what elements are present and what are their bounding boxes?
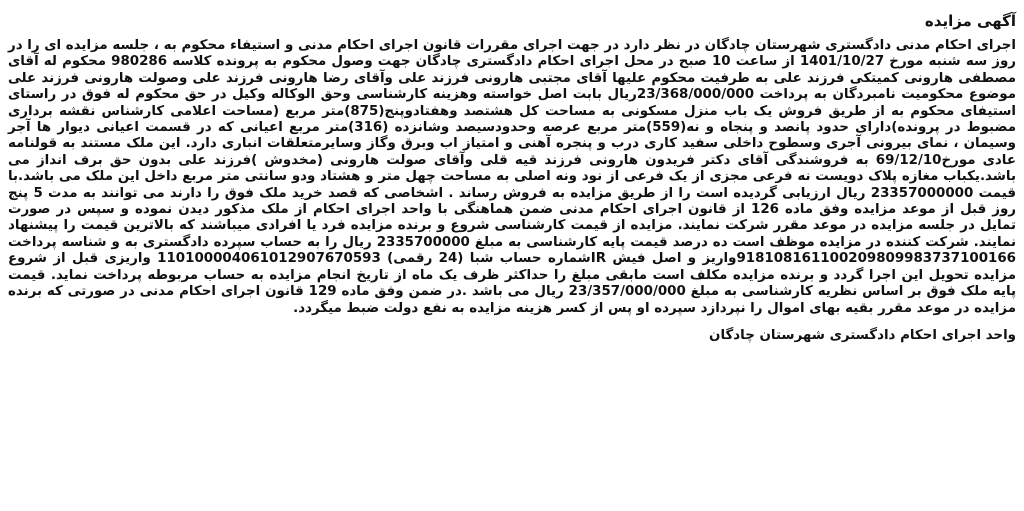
notice-title: آگهی مزایده: [924, 12, 1016, 30]
notice-signature: واحد اجرای احکام دادگستری شهرستان چادگان: [709, 327, 1016, 343]
notice-body: اجرای احکام مدنی دادگستری شهرستان چادگان در نظر دارد در جهت اجرای مقررات قانون اجرای احکام مدنی و استیفاء محکوم به ، جلسه مزایده ای را در روز سه شنبه مورخ 1401/10/27 از ساعت 10 صبح در محل اجرای احکام دادگستری چادگان جهت وصول محکوم به پرونده کلاسه 980286 محکوم له آقای مصطفی هارونی کمیتکی فرزند علی به طرفیت محکوم علیها آقای مجتبی هارونی فرزند علی وآقای رضا هارونی فرزند علی وصولت هارونی فرزند علی موضوع محکومیت نامبردگان به پرداخت 23/368/000/000ریال بابت اصل خواسته وهزینه کارشناسی وحق الوکاله وکیل در حق محکوم له فوق در راستای استیفای محکوم به از طریق فروش یک باب منزل مسکونی به مساحت کل هشتصد وهفتادوپنج(875)متر مربع (مساحت اعلامی کارشناس نقشه برداری مضبوط در پرونده)دارای حدود پانصد و پنجاه و نه(559)متر مربع عرصه وحدودسیصد وشانزده (316)متر مربع اعیانی که در قسمت اعیانی دیوار ها آجر وسیمان ، نمای بیرونی آجری وسطوح داخلی سفید کاری درب و پنجره آهنی و امتیاز اب وبرق وگاز وسایرمتعلقات انباری دارد. این ملک مستند به قولنامه عادی مورخ69/12/10 به فروشندگی آقای دکتر فریدون هارونی فرزند قیه قلی وآقای صولت هارونی (مخدوش )فرزند علی بدون حق برف انداز می باشد.یکباب مغازه پلاک دویست نه فرعی مجزی از یک فرعی از نود ونه اصلی به مساحت چهل متر و هشتاد ودو سانتی متر مربع داخل این ملک می باشد.با قیمت 23357000000 ریال ارزیابی گردیده است را از طریق مزایده به فروش رساند . اشخاصی که قصد خرید ملک فوق را دارند می توانند به مدت 5 پنج روز قبل از موعد مزایده وفق ماده 126 از قانون اجرای احکام مدنی ضمن هماهنگی با واحد اجرای احکام از ملک مذکور دیدن نموده و سپس در صورت تمایل در جلسه مزایده در موعد مقرر شرکت نمایند. مزایده از قیمت کارشناسی شروع و برنده مزایده فرد یا افرادی میباشند که بالاترین قیمت را پیشنهاد نمایند. شرکت کننده در مزایده موظف است ده درصد قیمت پایه کارشناسی به مبلغ 2335700000 ریال را به حساب سپرده دادگستری به و شناسه پرداخت 918108161100209809983737100166واریز و اصل فیش IRشماره حساب شبا (24 رقمی) 110100004061012907670593 واریزی قبل از شروع مزایده تحویل این اجرا گردد و برنده مزایده مکلف است مابقی مبلغ را حداکثر ظرف یک ماه از تاریخ انجام مزایده به حساب مربوطه پرداخت نماید. قیمت پایه ملک فوق بر اساس نظریه کارشناسی به مبلغ 23/357/000/000 ریال می باشد .در ضمن وفق ماده 129 قانون اجرای احکام مدنی در صورتی که برنده مزایده در موعد مقرر بقیه بهای اموال را نپردازد سپرده او پس از کسر هزینه مزایده به نفع دولت ضبط میگردد.: [8, 38, 1017, 316]
